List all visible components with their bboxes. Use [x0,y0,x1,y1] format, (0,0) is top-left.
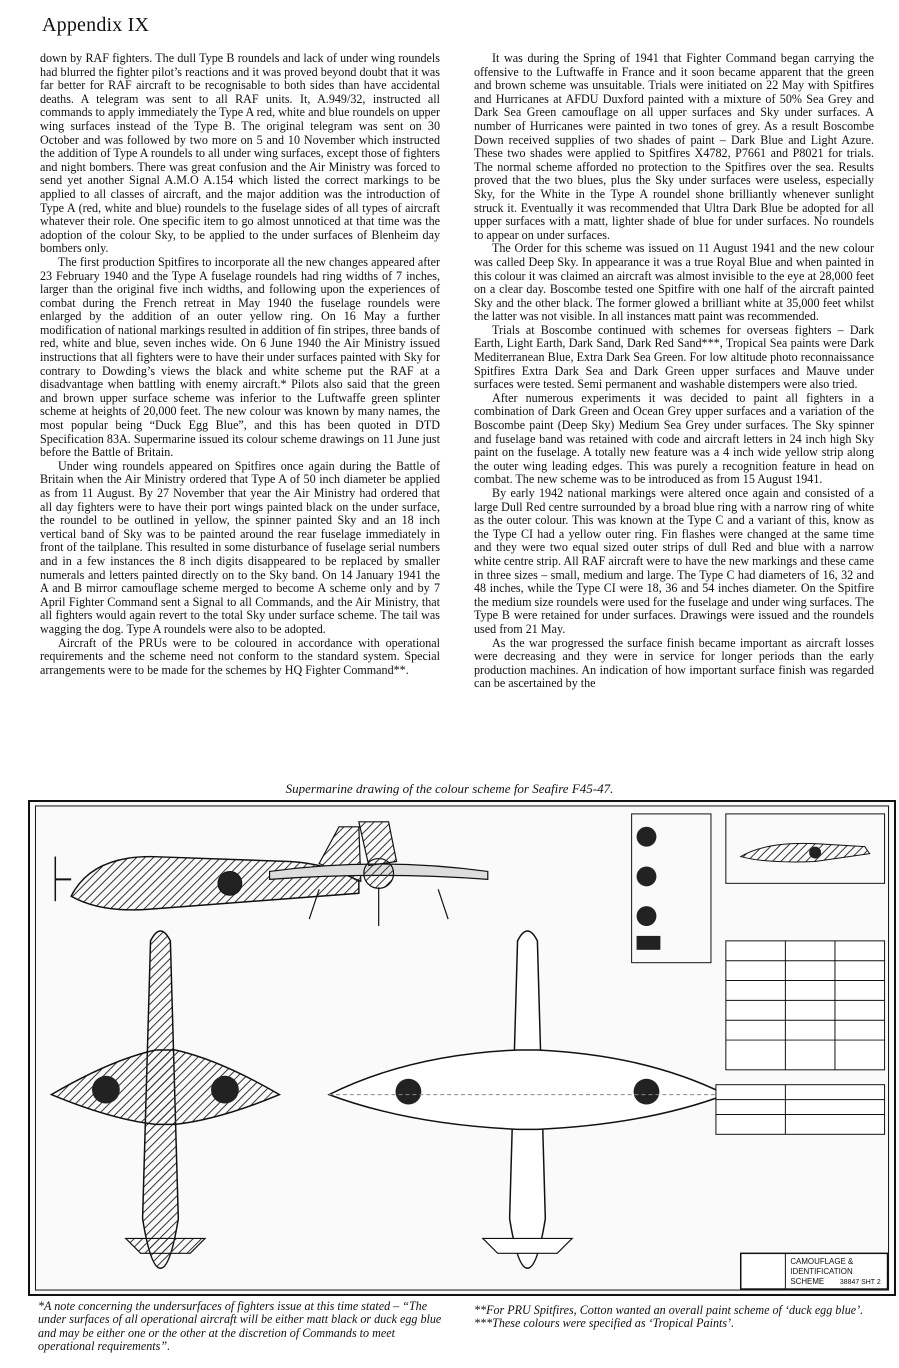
page-header: Appendix IX [42,14,150,36]
paragraph: down by RAF fighters. The dull Type B roundels and lack of under wing roundels had blurred the fighter pilot’s reactions and it was proved beyond doubt that it was far better for RAF aircraft to be recognisable to both sides than have accidental deaths. A telegram was sent to all RAF units. It, A.949/32, instructed all commands to apply immediately the Type A red, white and blue roundels on upper wing surfaces instead of the Type B. The original telegram was sent on 30 October and was followed by two more on 5 and 10 November which instructed the addition of Type A roundels to all under wing surfaces, except those of fighters and night bombers. There was great confusion and the Air Ministry was forced to send yet another Signal A.M.O A.154 which listed the correct markings to be applied to all classes of aircraft, and the major addition was the introduction of Type A (red, white and blue) roundels to the fuselage sides of all types of aircraft whatever their role. One specific item to go almost unnoticed at that time was the adoption of the colour Sky, to be applied to the under surfaces of Blenheim day bombers only. [40,51,440,256]
drawing-svg [30,802,894,1294]
plan-view-under [329,931,726,1268]
paragraph: After numerous experiments it was decided to paint all fighters in a combination of Dark Green and Ocean Grey upper surfaces and a variation of the Boscombe paint (Deep Sky) Medium Sea Grey under surfaces. The Sky spinner and fuselage band was retained with code and aircraft letters in 24 inch high Sky paint on the fuselage. A totally new feature was a 4 inch wide yellow strip along the outer wing leading edges. This was purely a recognition feature in head on combat. The new scheme was to be introduced as from 15 August 1941. [474,390,874,487]
footnote-star: *A note concerning the undersurfaces of fighters issue at this time stated – “The under surfaces of all operational aircraft will be either matt black or duck egg blue and may be either one or the other at the discretion of Commands to meet operational requirements”. [38,1299,442,1354]
figure-caption: Supermarine drawing of the colour scheme for Seafire F45-47. [285,781,614,796]
paragraph: Aircraft of the PRUs were to be coloured in accordance with operational requirements and the scheme need not conform to the standard system. Special arrangements were to be made for the schemes by HQ Fighter Command**. [40,635,440,677]
paragraph: Trials at Boscombe continued with schemes for overseas fighters – Dark Earth, Light Earth, Dark Sand, Dark Red Sand***, Tropical Sea paints were Dark Mediterranean Blue, Extra Dark Sea Green. For low altitude photo reconnaissance Spitfires Extra Dark Sea and Dark Green upper surfaces and Mauve under surfaces were tested. Semi permanent and washable distempers were also tried. [474,322,874,392]
paragraph: The first production Spitfires to incorporate all the new changes appeared after 23 February 1940 and the Type A fuselage roundels had ring widths of 7 inches, larger than the original five inch widths, and following upon the experiences of combat during the French retreat in May 1940 the fuselage roundels were enlarged by the addition of an outer yellow ring. On 16 May a further modification of national markings resulted in addition of fin stripes, three bands of red, white and blue, seven inches wide. On 6 June 1940 the Air Ministry issued instructions that all fighters were to have their under surfaces painted with Sky for contrary to Dowding’s views the black and white scheme put the RAF at a disadvantage when battling with enemy aircraft.* Pilots also said that the green and brown upper surface scheme was inferior to the Luftwaffe green splinter scheme at heights of 20,000 feet. The new colour was known by many names, the most popular being “Duck Egg Blue”, and this has been quoted in DTD Specification 83A. Supermarine issued its colour scheme drawings on 11 June just before the Battle of Britain. [40,254,441,460]
paragraph: Under wing roundels appeared on Spitfires once again during the Battle of Britain when the Air Ministry ordered that Type A of 50 inch diameter be applied as from 11 August. By 27 November that year the Air Ministry had ordered that all day fighters were to have their port wings painted black on the under surface, the roundel to be outlined in yellow, the spinner painted Sky and an 18 inch vertical band of Sky was to be painted around the rear fuselage immediately in front of the tailplane. This resulted in some disturbance of fuselage serial numbers and in a few instances the 8 inch digits disappeared to be replaced by smaller numerals and letters painted directly on to the Sky band. On 14 January 1941 the A and B mirror camouflage scheme merged to become A scheme only and by 7 April Fighter Command sent a Signal to all Commands, and the Air Ministry, that all fighters would again revert to the total Sky under surface scheme. The tail was wagging the dog. Type A roundels were also to be adopted. [40,458,440,636]
plan-view-upper [51,931,279,1268]
paragraph: It was during the Spring of 1941 that Fighter Command began carrying the offensive to the Luftwaffe in France and it soon became apparent that the green and brown scheme was unsuitable. Trials were initiated on 22 May with Spitfires and Hurricanes at AFDU Duxford painted with a mixture of 50% Sea Grey and Dark Sea Green camouflage on all upper surfaces and Sky under surfaces. A number of Hurricanes were painted in two tones of grey. As a result Boscombe Down received supplies of two shades of paint – Dark Blue and Light Azure. These two shades were applied to Spitfires X4782, P7661 and P8021 for trials. The normal scheme afforded no protection to the Spitfires over the sea. Results proved that the two blues, plus the Sky under surfaces were useless, especially Sky, for the White in the Type A roundel shone brilliantly whenever sunlight struck it. Eventually it was recommended that Ultra Dark Blue be adopted for all upper surfaces with a matt, lighter shade of blue for under surfaces. No roundels to appear on under surfaces. [474,51,874,242]
title-block [741,1253,888,1289]
drawing-number: 38847 SHT 2 [839,1279,881,1287]
roundel-details [632,814,711,963]
footnote-left [38,1300,442,1354]
left-column [40,52,440,677]
identification-table [716,1085,885,1135]
footnote-right [474,1304,874,1331]
right-column [474,52,874,691]
paragraph: The Order for this scheme was issued on 11 August 1941 and the new colour was called Deep Sky. In appearance it was a true Royal Blue and when painted in this colour it was claimed an aircraft was almost invisible to the eye at 28,000 feet on a clear day. Boscombe tested one Spitfire with one half of the aircraft painted Sky and the other black. The former glowed a brilliant white at 35,000 feet whilst the latter was not visible. In all instances matt paint was recommended. [474,241,874,324]
title-block-line1: CAMOUFLAGE & [790,1257,854,1267]
front-view [270,822,488,926]
colour-table [726,941,885,1070]
footnote-double-star: **For PRU Spitfires, Cotton wanted an overall paint scheme of ‘duck egg blue’. [474,1303,864,1317]
title-block-line3: SCHEME [790,1277,825,1287]
paragraph: By early 1942 national markings were altered once again and consisted of a large Dull Red centre surrounded by a broad blue ring with a narrow ring of white as the outer colour. This was known at the Type C and a variant of this, know as the Type CI had a yellow outer ring. Fin flashes were changed at the same time and they were two equal sized outer strips of dull Red and blue with a narrow white centre strip. All RAF aircraft were to have the new markings and these came in three sizes – small, medium and large. The Type C had diameters of 16, 32 and 48 inches, while the Type CI were 18, 36 and 54 inches diameter. On the Spitfire the medium size roundels were used for the fuselage and under wing surfaces. The Type B were retained for under surfaces. Drawings were issued and the roundels used from 21 May. [474,486,874,636]
technical-drawing [28,800,896,1296]
title-block-line2: IDENTIFICATION [790,1267,853,1277]
paragraph: As the war progressed the surface finish became important as aircraft losses were decreasing and they were in service for longer periods than the early production machines. An indication of how important surface finish was regarded can be ascertained by the [474,635,874,691]
footnote-triple-star: ***These colours were specified as ‘Tropical Paints’. [474,1316,735,1331]
side-sketch [726,814,885,883]
